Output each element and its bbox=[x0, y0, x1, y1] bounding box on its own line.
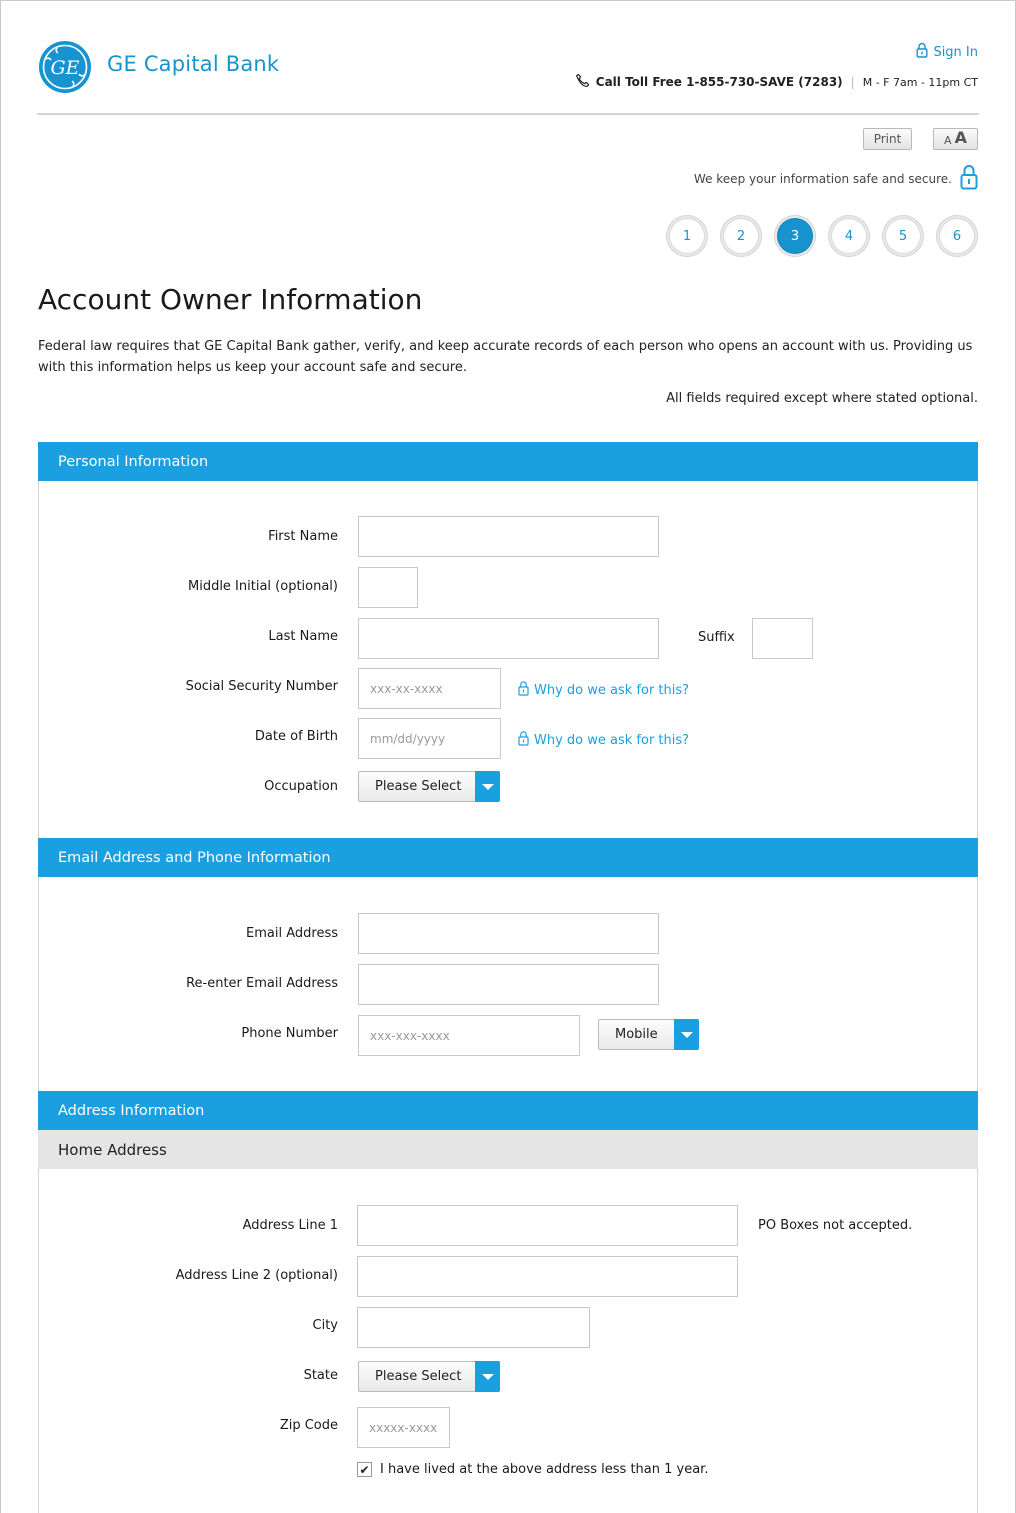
less-than-year-label: I have lived at the above address less than 1 year. bbox=[380, 1462, 709, 1477]
progress-steps bbox=[666, 215, 978, 257]
lock-icon bbox=[518, 680, 529, 700]
brand-name: GE Capital Bank bbox=[107, 52, 280, 76]
sign-in-label: Sign In bbox=[933, 44, 978, 60]
personal-info-header: Personal Information bbox=[38, 442, 978, 481]
state-value: Please Select bbox=[375, 1369, 462, 1384]
phone-label: Phone Number bbox=[241, 1026, 338, 1041]
contact-info-header: Email Address and Phone Information bbox=[38, 838, 978, 877]
dob-input[interactable]: mm/dd/yyyy bbox=[358, 718, 501, 759]
why-link-label: Why do we ask for this? bbox=[534, 732, 690, 748]
ssn-label: Social Security Number bbox=[185, 679, 338, 694]
why-link-label: Why do we ask for this? bbox=[534, 682, 690, 698]
po-box-note: PO Boxes not accepted. bbox=[758, 1218, 913, 1233]
first-name-label: First Name bbox=[268, 529, 338, 544]
email-input[interactable] bbox=[358, 913, 659, 954]
less-than-year-option[interactable] bbox=[357, 1462, 708, 1477]
phone-type-value: Mobile bbox=[615, 1027, 658, 1042]
occupation-select[interactable] bbox=[358, 771, 500, 802]
middle-initial-label: Middle Initial (optional) bbox=[187, 579, 338, 594]
email-label: Email Address bbox=[246, 926, 338, 941]
reenter-email-input[interactable] bbox=[358, 964, 659, 1005]
dob-why-link[interactable] bbox=[518, 730, 689, 750]
first-name-input[interactable] bbox=[358, 516, 659, 557]
step-number: 6 bbox=[940, 219, 974, 253]
step-2[interactable] bbox=[720, 215, 762, 257]
padlock-icon bbox=[960, 164, 978, 193]
less-than-year-checkbox[interactable] bbox=[357, 1462, 372, 1477]
state-label: State bbox=[303, 1368, 338, 1383]
address-line2-input[interactable] bbox=[357, 1256, 738, 1297]
lock-icon bbox=[518, 730, 529, 750]
step-number: 4 bbox=[832, 219, 866, 253]
required-fields-note: All fields required except where stated optional. bbox=[666, 391, 978, 406]
phone-input[interactable]: xxx-xxx-xxxx bbox=[358, 1015, 580, 1056]
step-4[interactable] bbox=[828, 215, 870, 257]
ssn-input[interactable]: xxx-xx-xxxx bbox=[358, 668, 501, 709]
phone-type-select[interactable] bbox=[598, 1019, 699, 1050]
step-6[interactable] bbox=[936, 215, 978, 257]
last-name-label: Last Name bbox=[268, 629, 338, 644]
reenter-email-label: Re-enter Email Address bbox=[186, 976, 338, 991]
font-large-glyph: A bbox=[954, 128, 967, 147]
business-hours: M - F 7am - 11pm CT bbox=[862, 75, 978, 89]
step-5[interactable] bbox=[882, 215, 924, 257]
city-label: City bbox=[312, 1318, 338, 1333]
phone-icon bbox=[575, 73, 590, 91]
header-divider bbox=[37, 113, 979, 115]
address-line1-input[interactable] bbox=[357, 1205, 738, 1246]
dob-label: Date of Birth bbox=[254, 729, 338, 744]
logo-monogram: GE bbox=[50, 57, 80, 79]
step-3[interactable] bbox=[774, 215, 816, 257]
last-name-input[interactable] bbox=[358, 618, 659, 659]
secure-text: We keep your information safe and secure. bbox=[693, 171, 952, 186]
home-address-subheader: Home Address bbox=[38, 1130, 978, 1169]
secure-notice bbox=[694, 164, 978, 193]
step-1[interactable] bbox=[666, 215, 708, 257]
separator: | bbox=[850, 75, 855, 89]
checkmark-icon: ✔ bbox=[359, 1462, 370, 1477]
ge-logo[interactable] bbox=[38, 40, 92, 94]
suffix-input[interactable] bbox=[752, 618, 813, 659]
contact-line bbox=[575, 73, 978, 91]
address-info-header: Address Information bbox=[38, 1091, 978, 1130]
occupation-value: Please Select bbox=[375, 779, 462, 794]
page-title: Account Owner Information bbox=[38, 283, 423, 316]
sign-in-link[interactable] bbox=[916, 42, 978, 62]
toll-free-number: Call Toll Free 1-855-730-SAVE (7283) bbox=[595, 75, 843, 89]
address-line2-label: Address Line 2 (optional) bbox=[175, 1268, 338, 1283]
font-small-glyph: A bbox=[944, 134, 952, 147]
ssn-why-link[interactable] bbox=[518, 680, 689, 700]
occupation-label: Occupation bbox=[264, 779, 338, 794]
step-number: 5 bbox=[886, 219, 920, 253]
print-button[interactable]: Print bbox=[863, 128, 912, 150]
font-size-button[interactable] bbox=[933, 128, 978, 150]
zip-label: Zip Code bbox=[279, 1418, 338, 1433]
chevron-down-icon bbox=[475, 1361, 500, 1392]
state-select[interactable] bbox=[358, 1361, 500, 1392]
intro-text: Federal law requires that GE Capital Bank gather, verify, and keep accurate records of each person who opens an account with us. Providing us with this information helps us keep your account safe and secure. bbox=[38, 339, 973, 375]
step-number: 1 bbox=[670, 219, 704, 253]
city-input[interactable] bbox=[357, 1307, 590, 1348]
suffix-label: Suffix bbox=[698, 630, 735, 645]
zip-input[interactable]: xxxxx-xxxx bbox=[357, 1407, 450, 1448]
address-line1-label: Address Line 1 bbox=[242, 1218, 338, 1233]
middle-initial-input[interactable] bbox=[358, 567, 418, 608]
step-number: 2 bbox=[724, 219, 758, 253]
chevron-down-icon bbox=[475, 771, 500, 802]
chevron-down-icon bbox=[674, 1019, 699, 1050]
step-number: 3 bbox=[778, 219, 812, 253]
lock-icon bbox=[916, 42, 928, 62]
